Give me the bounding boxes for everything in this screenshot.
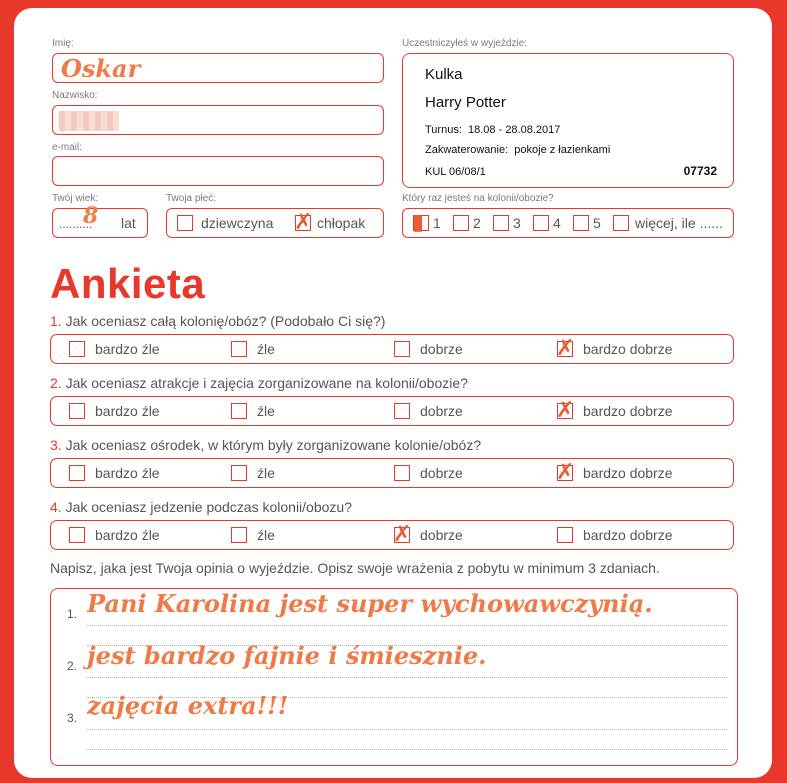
trip-org: Kulka [425, 66, 463, 83]
q4-option-1-label: bardzo źle [95, 527, 160, 543]
q1-option-4-mark: ✗ [556, 336, 575, 361]
times-3-label: 3 [513, 215, 521, 231]
q1-option-3-checkbox[interactable] [394, 341, 410, 357]
times-field [402, 208, 734, 238]
male-check-mark: ✗ [294, 210, 313, 235]
q1-option-1-label: bardzo źle [95, 341, 160, 357]
male-label: chłopak [317, 215, 366, 231]
question-4-options [50, 520, 734, 550]
trip-turnus: Turnus: 18.08 - 28.08.2017 [425, 124, 561, 136]
times-5-label: 5 [593, 215, 601, 231]
question-1: 1. Jak oceniasz całą kolonię/obóz? (Podobało Ci się?) [50, 313, 386, 329]
question-1-options [50, 334, 734, 364]
times-2-checkbox[interactable] [453, 215, 469, 231]
times-3-checkbox[interactable] [493, 215, 509, 231]
opinion-1-text: Pani Karolina jest super wychowawczynią. [87, 589, 653, 618]
q4-option-2-checkbox[interactable] [231, 527, 247, 543]
times-4-checkbox[interactable] [533, 215, 549, 231]
q3-option-3-label: dobrze [420, 465, 463, 481]
redacted-last-name [59, 111, 119, 131]
opinion-2-number: 2. [67, 659, 78, 673]
first-name-label: Imię: [52, 38, 74, 49]
q4-option-3-label: dobrze [420, 527, 463, 543]
q3-option-3-checkbox[interactable] [394, 465, 410, 481]
opinion-line [87, 625, 727, 626]
q2-option-1-checkbox[interactable] [69, 403, 85, 419]
trip-code: KUL 06/08/1 [425, 166, 486, 178]
first-name-field[interactable] [52, 53, 384, 83]
q1-option-2-checkbox[interactable] [231, 341, 247, 357]
times-more-checkbox[interactable] [613, 215, 629, 231]
trip-label: Uczestniczyłeś w wyjeździe: [402, 38, 528, 49]
age-unit: lat [121, 215, 136, 231]
q3-option-1-label: bardzo źle [95, 465, 160, 481]
times-4-label: 4 [553, 215, 561, 231]
female-label: dziewczyna [201, 215, 274, 231]
age-handwriting: 8 [83, 203, 99, 229]
opinion-line [87, 677, 727, 678]
last-name-field[interactable] [52, 105, 384, 135]
trip-number: 07732 [683, 164, 717, 178]
first-name-handwriting: Oskar [61, 54, 141, 83]
opinion-1-number: 1. [67, 607, 78, 621]
opinion-box[interactable] [50, 588, 738, 766]
question-3: 3. Jak oceniasz ośrodek, w którym były zorganizowane kolonie/obóz? [50, 437, 482, 453]
q3-option-1-checkbox[interactable] [69, 465, 85, 481]
times-2-label: 2 [473, 215, 481, 231]
gender-field [166, 208, 384, 238]
opinion-line [87, 749, 727, 750]
opinion-3-text: zajęcia extra!!! [87, 691, 289, 720]
q2-option-4-mark: ✗ [556, 398, 575, 423]
times-1-mark: ▮ [412, 210, 425, 235]
opinion-line [87, 729, 727, 730]
q4-option-1-checkbox[interactable] [69, 527, 85, 543]
q2-option-2-checkbox[interactable] [231, 403, 247, 419]
opinion-3-number: 3. [67, 711, 78, 725]
q1-option-4-label: bardzo dobrze [583, 341, 673, 357]
question-2: 2. Jak oceniasz atrakcje i zajęcia zorganizowane na kolonii/obozie? [50, 375, 468, 391]
question-4: 4. Jak oceniasz jedzenie podczas kolonii/obozu? [50, 499, 352, 515]
question-3-options [50, 458, 734, 488]
times-more-label: więcej, ile ...... [635, 215, 723, 231]
email-label: e-mail: [52, 142, 83, 153]
q1-option-2-label: źle [257, 341, 275, 357]
q1-option-1-checkbox[interactable] [69, 341, 85, 357]
times-1-label: 1 [433, 215, 441, 231]
q4-option-4-label: bardzo dobrze [583, 527, 673, 543]
last-name-label: Nazwisko: [52, 90, 98, 101]
q2-option-4-label: bardzo dobrze [583, 403, 673, 419]
q2-option-1-label: bardzo źle [95, 403, 160, 419]
q4-option-4-checkbox[interactable] [557, 527, 573, 543]
trip-name: Harry Potter [425, 94, 506, 111]
age-field[interactable] [52, 203, 148, 238]
trip-info-box [402, 53, 734, 188]
q1-option-3-label: dobrze [420, 341, 463, 357]
email-field[interactable] [52, 156, 384, 186]
female-checkbox[interactable] [177, 215, 193, 231]
survey-sheet [14, 8, 772, 778]
age-label: Twój wiek: [52, 193, 99, 204]
q2-option-2-label: źle [257, 403, 275, 419]
times-5-checkbox[interactable] [573, 215, 589, 231]
q3-option-4-label: bardzo dobrze [583, 465, 673, 481]
q2-option-3-checkbox[interactable] [394, 403, 410, 419]
survey-title: Ankieta [50, 260, 206, 307]
q3-option-2-checkbox[interactable] [231, 465, 247, 481]
age-dots: .......... [59, 217, 93, 231]
gender-label: Twoja płeć: [166, 193, 217, 204]
opinion-prompt: Napisz, jaka jest Twoja opinia o wyjeździe. Opisz swoje wrażenia z pobytu w minimum 3 zdaniach. [50, 560, 660, 576]
trip-accommodation: Zakwaterowanie: pokoje z łazienkami [425, 144, 611, 156]
q4-option-2-label: źle [257, 527, 275, 543]
opinion-2-text: jest bardzo fajnie i śmiesznie. [87, 641, 487, 670]
q2-option-3-label: dobrze [420, 403, 463, 419]
times-label: Który raz jesteś na kolonii/obozie? [402, 193, 554, 204]
q4-option-3-mark: ✗ [393, 522, 412, 547]
question-2-options [50, 396, 734, 426]
q3-option-2-label: źle [257, 465, 275, 481]
q3-option-4-mark: ✗ [556, 460, 575, 485]
